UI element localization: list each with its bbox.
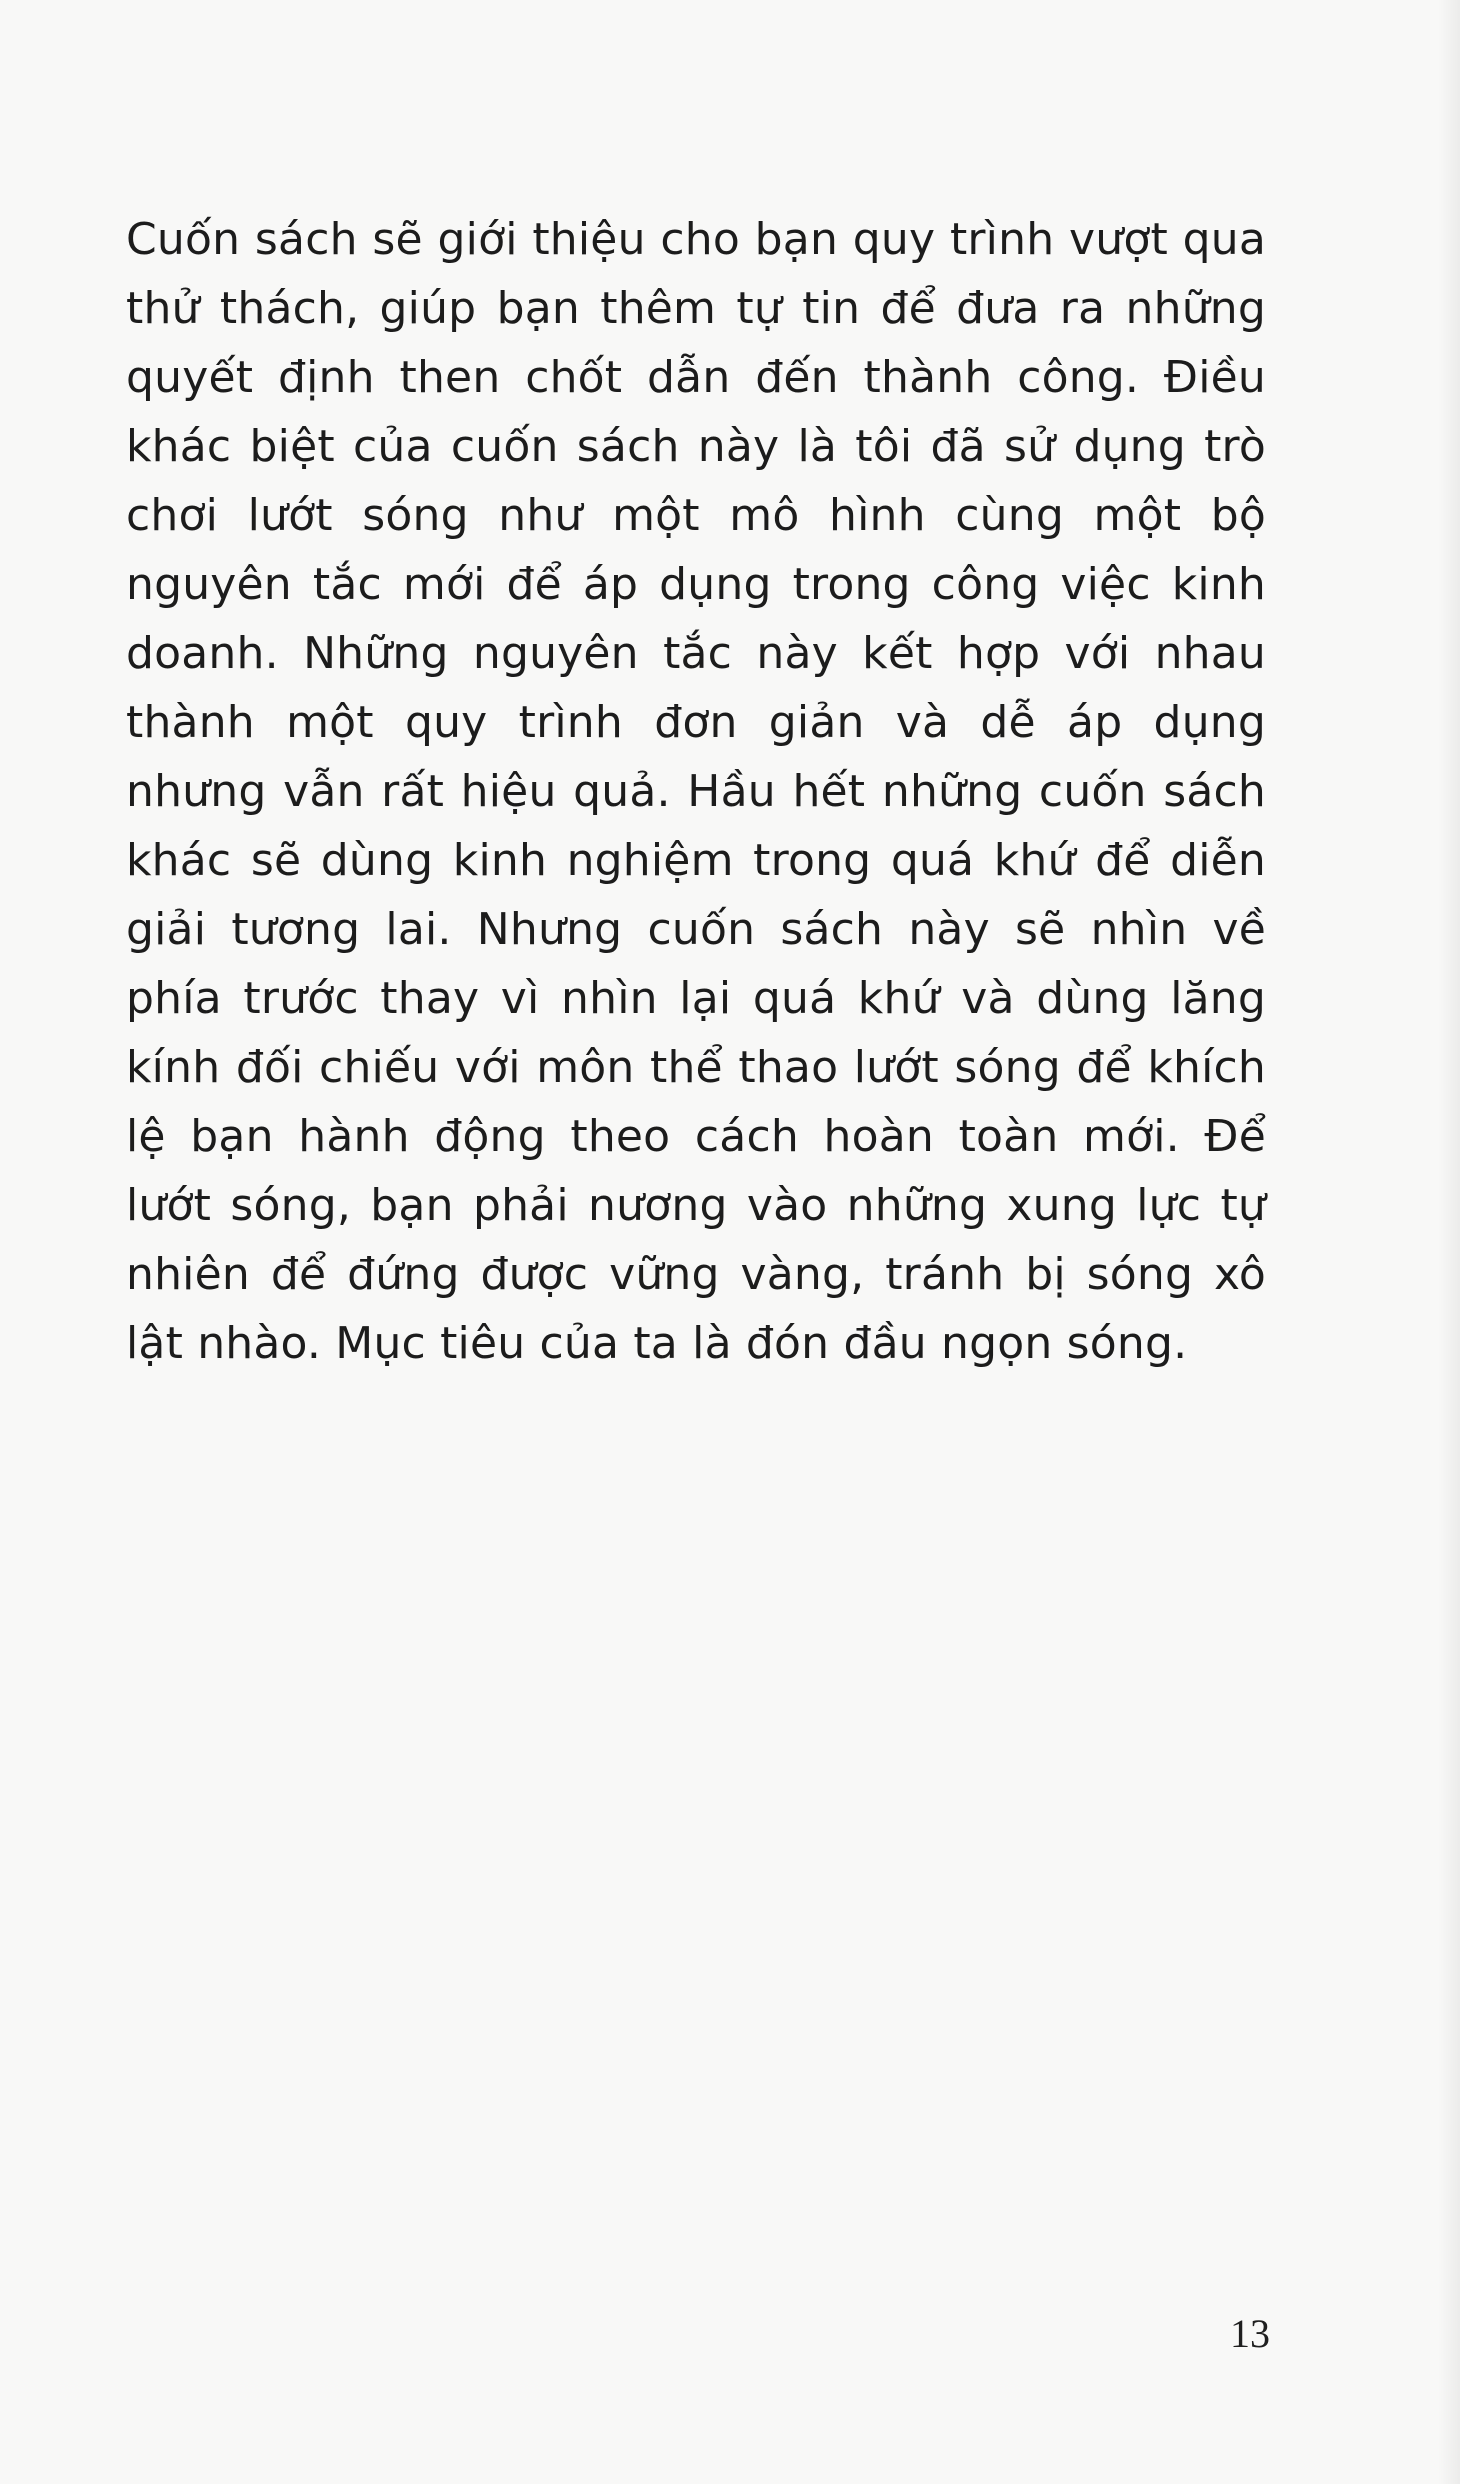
page-edge-shadow <box>1438 0 1460 2484</box>
page-number: 13 <box>1230 2311 1270 2356</box>
body-paragraph: Cuốn sách sẽ giới thiệu cho bạn quy trình vượt qua thử thách, giúp bạn thêm tự tin để đưa ra những quyết định then chốt dẫn đến thành công. Điều khác biệt của cuốn sách này là tôi đã sử dụng trò chơi lướt sóng như một mô hình cùng một bộ nguyên tắc mới để áp dụng trong công việc kinh doanh. Những nguyên tắc này kết hợp với nhau thành một quy trình đơn giản và dễ áp dụng nhưng vẫn rất hiệu quả. Hầu hết những cuốn sách khác sẽ dùng kinh nghiệm trong quá khứ để diễn giải tương lai. Nhưng cuốn sách này sẽ nhìn về phía trước thay vì nhìn lại quá khứ và dùng lăng kính đối chiếu với môn thể thao lướt sóng để khích lệ bạn hành động theo cách hoàn toàn mới. Để lướt sóng, bạn phải nương vào những xung lực tự nhiên để đứng được vững vàng, tránh bị sóng xô lật nhào. Mục tiêu của ta là đón đầu ngọn sóng. <box>126 214 1266 1369</box>
